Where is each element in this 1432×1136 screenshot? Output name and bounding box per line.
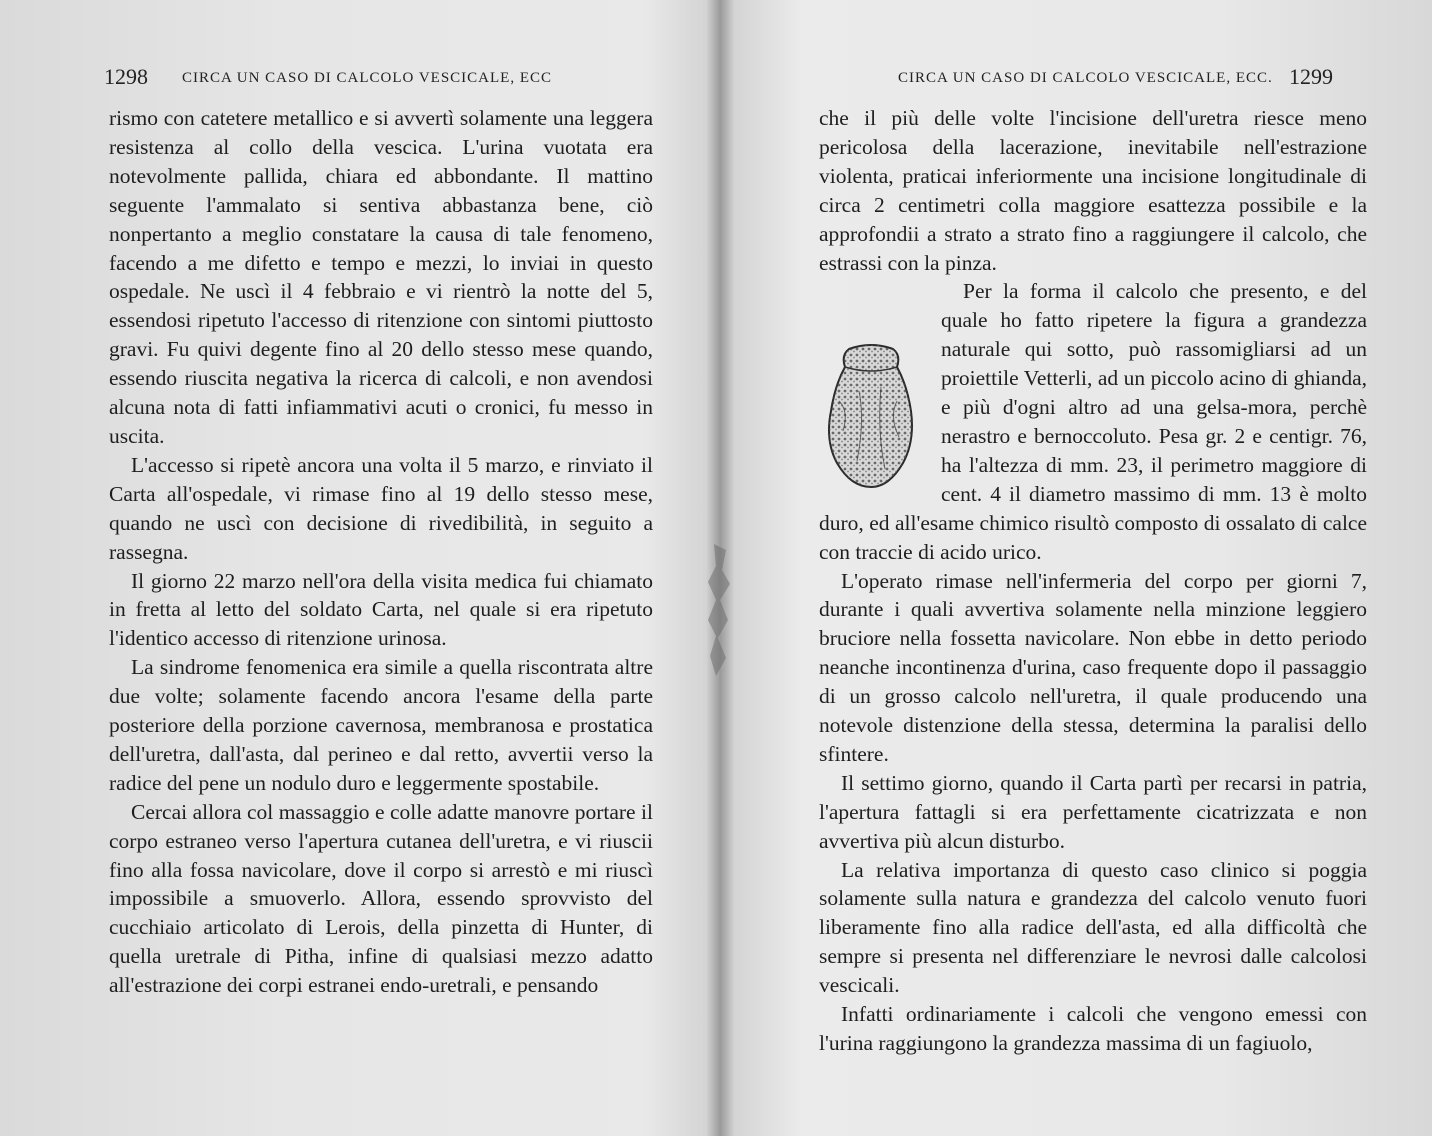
right-page xyxy=(716,0,1432,1136)
running-head: CIRCA UN CASO DI CALCOLO VESCICALE, ECC xyxy=(182,70,553,86)
paragraph: rismo con catetere metallico e si avvertì solamente una leggera resistenza al collo della vescica. L'urina vuotata era notevolmente pallida, chiara ed abbondante. Il mattino seguente l'ammalato si sentiva abbastanza bene, ciò nonpertanto a meglio constatare la causa di tale fenomeno, facendo a me difetto e tempo e mezzi, lo inviai in questo ospedale. Ne uscì il 4 febbraio e vi rientrò la notte del 5, essendosi ripetuto l'accesso di ritenzione con sintomi piuttosto gravi. Fu quivi degente fino al 20 dello stesso mese quando, essendo riuscita negativa la ricerca di calcoli, e non avendosi alcuna nota di fatti infiammativi acuti o cronici, fu messo in uscita. xyxy=(109,106,653,448)
paragraph: che il più delle volte l'incisione dell'uretra riesce meno pericolosa della lacerazione, inevitabile nell'estrazione violenta, praticai inferiormente una incisione longitudinale di circa 2 centimetri colla maggiore esattezza possibile e la approfondii a strato a strato fino a raggiungere il calcolo, che estrassi con la pinza. xyxy=(819,106,1367,275)
paragraph: Il giorno 22 marzo nell'ora della visita medica fui chiamato in fretta al letto del soldato Carta, nel quale si era ripetuto l'identico accesso di ritenzione urinosa. xyxy=(109,568,653,651)
page-number: 1298 xyxy=(104,64,148,89)
page-number: 1299 xyxy=(1289,64,1333,89)
paragraph: L'accesso si ripetè ancora una volta il 5 marzo, e rinviato il Carta all'ospedale, vi rimase fino al 19 dello stesso mese, quando ne uscì con decisione di rivedibilità, in seguito a rassegna. xyxy=(109,452,653,564)
body-text xyxy=(819,104,1367,1058)
paragraph: L'operato rimase nell'infermeria del corpo per giorni 7, durante i quali avvertiva solamente nella minzione leggiero bruciore nella fossetta navicolare. Non ebbe in detto periodo neanche incontinenza d'urina, caso frequente dopo il passaggio di un grosso calcolo nell'uretra, il quale producendo una notevole distenzione della stessa, determina la paralisi dello sfintere. xyxy=(819,568,1367,766)
paragraph: Il settimo giorno, quando il Carta partì per recarsi in patria, l'apertura fattagli si era perfettamente cicatrizzata e non avvertiva più alcun disturbo. xyxy=(819,770,1367,853)
paragraph: La sindrome fenomenica era simile a quella riscontrata altre due volte; solamente facendo ancora l'esame della parte posteriore della porzione cavernosa, membranosa e prostatica dell'uretra, dall'asta, dal perineo e dal retto, avvertii verso la radice del pene un nodulo duro e leggermente spostabile. xyxy=(109,655,653,795)
paragraph: Infatti ordinariamente i calcoli che vengono emessi con l'urina raggiungono la grandezza massima di un fagiuolo, xyxy=(819,1002,1367,1055)
paragraph: Per la forma il calcolo che presento, e del quale ho fatto ripetere la figura a grandezza naturale qui sotto, può rassomigliarsi ad un proiettile Vetterli, ad un piccolo acino di ghianda, e più d'ogni altro ad una gelsa-mora, perchè nerastro e bernoccoluto. Pesa gr. 2 e centigr. 76, ha l'altezza di mm. 23, il perimetro maggiore di cent. 4 il diametro massimo di mm. 13 è molto duro, ed all'esame chimico risultò composto di ossalato di calce con traccie di acido urico. xyxy=(819,279,1367,564)
spine-damage xyxy=(700,540,740,680)
paragraph: La relativa importanza di questo caso clinico si poggia solamente sulla natura e grandezza del calcolo venuto fuori liberamente fino alla radice dell'asta, ed alla difficoltà che sempre si presenta nel differenziare le nevrosi dalle calcolosi vescicali. xyxy=(819,857,1367,998)
paragraph: Cercai allora col massaggio e colle adatte manovre portare il corpo estraneo verso l'apertura cutanea dell'uretra, e vi riuscii fino alla fossa navicolare, dove il corpo si arrestò e mi riuscì impossibile a smuoverlo. Allora, essendo sprovvisto del cucchiaio articolato di Lerois, della pinzetta di Hunter, di quella uretrale di Pitha, infine di qualsiasi mezzo adatto all'estrazione dei corpi estranei endo-uretrali, e pensando xyxy=(109,799,653,998)
running-head: CIRCA UN CASO DI CALCOLO VESCICALE, ECC. xyxy=(898,70,1273,86)
calculus-engraving-icon xyxy=(819,341,931,489)
body-text xyxy=(109,104,653,1000)
